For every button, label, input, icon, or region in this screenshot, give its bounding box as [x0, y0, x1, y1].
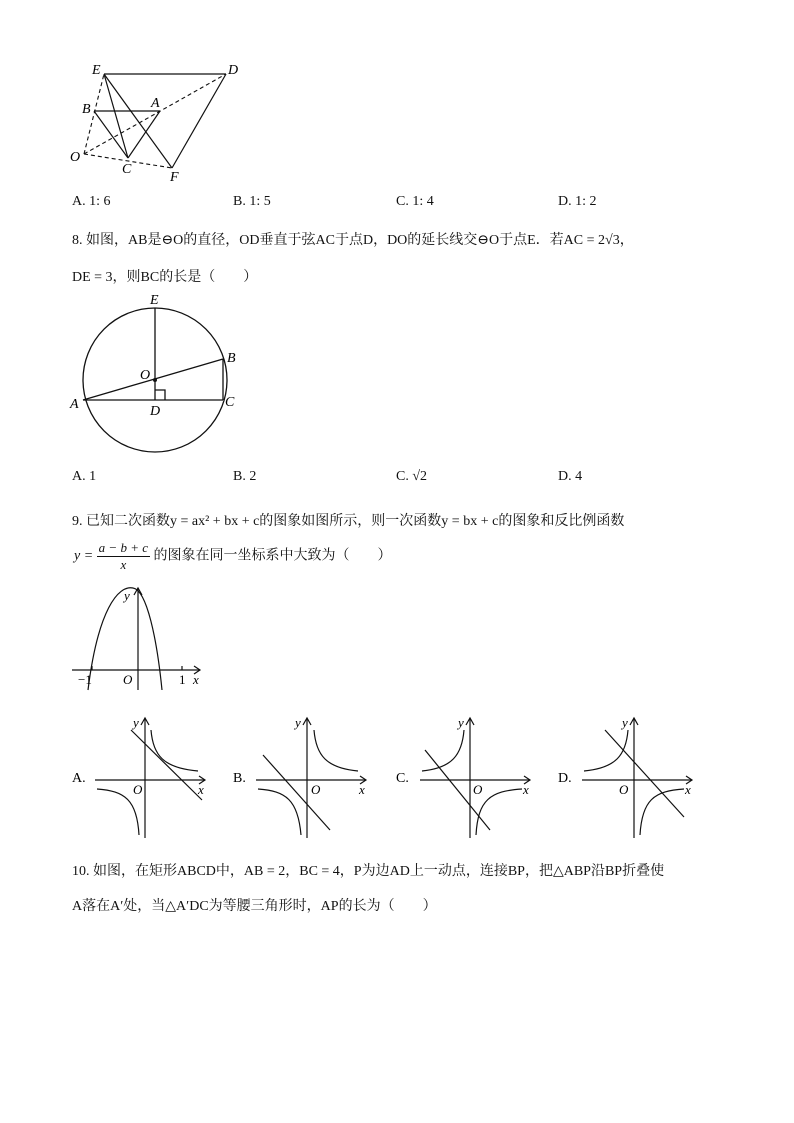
- q8-text-line1: 8. 如图，AB是⊖O的直径，OD垂直于弦AC于点D，DO的延长线交⊖O于点E．若AC = 2√3，: [72, 233, 634, 248]
- fig7-label-F: F: [170, 170, 179, 185]
- q9a-origin: O: [133, 782, 143, 797]
- q9b-y-label: y: [295, 715, 301, 730]
- fig9-tick-pos1: 1: [179, 672, 186, 687]
- q8-option-d: D. 4: [558, 469, 583, 484]
- q9-option-a-graph: [95, 718, 205, 838]
- q7-option-c: C. 1: 4: [396, 194, 434, 209]
- q9d-y-label: y: [622, 715, 628, 730]
- fig7-label-D: D: [228, 63, 239, 78]
- q8-option-b: B. 2: [233, 469, 257, 484]
- q10-text-line2: A落在A′处，当△A′DC为等腰三角形时，AP的长为（ ）: [72, 899, 437, 914]
- q7-option-b: B. 1: 5: [233, 194, 271, 209]
- fig7-label-B: B: [82, 102, 91, 117]
- q9-option-b-graph: [256, 718, 366, 838]
- fig8-label-D: D: [150, 404, 161, 419]
- q9-fraction-denominator: x: [120, 557, 127, 572]
- fig9-y-label: y: [124, 588, 130, 603]
- fig9-x-label: x: [193, 672, 199, 687]
- fig8-label-O: O: [140, 368, 151, 383]
- q7-option-d: D. 1: 2: [558, 194, 597, 209]
- q9a-y-label: y: [133, 715, 139, 730]
- fig7-label-O: O: [70, 150, 81, 165]
- q9d-x-label: x: [685, 782, 691, 797]
- q9-option-d-graph: [582, 718, 692, 838]
- q9b-letter: B.: [233, 771, 246, 786]
- q9b-x-label: x: [359, 782, 365, 797]
- q9-text-line2-tail: 的图象在同一坐标系中大致为（ ）: [153, 548, 392, 564]
- q8-option-c: C. √2: [396, 469, 428, 484]
- q9c-y-label: y: [458, 715, 464, 730]
- q10-text-line1: 10. 如图，在矩形ABCD中，AB = 2，BC = 4，P为边AD上一动点，连接BP，把△ABP沿BP折叠使: [72, 864, 665, 879]
- q9-text-line1: 9. 已知二次函数y = ax² + bx + c的图象如图所示，则一次函数y = bx + c的图象和反比例函数: [72, 514, 625, 529]
- fig7-label-A: A: [151, 96, 160, 111]
- q9-option-c-graph: [420, 718, 530, 838]
- fig8-label-A: A: [70, 397, 79, 412]
- q7-option-a: A. 1: 6: [72, 194, 111, 209]
- fig8-label-E: E: [150, 293, 159, 308]
- q9c-letter: C.: [396, 771, 409, 786]
- q9c-origin: O: [473, 782, 483, 797]
- fig8-label-B: B: [227, 351, 236, 366]
- q9-fraction-numerator: a − b + c: [98, 540, 148, 555]
- fig9-tick-neg1: −1: [78, 672, 92, 687]
- q9c-x-label: x: [523, 782, 529, 797]
- q9-fraction-lhs: y =: [74, 548, 94, 564]
- fig8-label-C: C: [225, 395, 235, 410]
- fig7-label-E: E: [92, 63, 101, 78]
- q9d-origin: O: [619, 782, 629, 797]
- fig9-origin-label: O: [123, 672, 133, 687]
- q8-text-line2: DE = 3，则BC的长是（ ）: [72, 270, 258, 285]
- q9a-letter: A.: [72, 771, 86, 786]
- q9a-x-label: x: [198, 782, 204, 797]
- q8-option-a: A. 1: [72, 469, 97, 484]
- q9b-origin: O: [311, 782, 321, 797]
- fig7-label-C: C: [122, 162, 132, 177]
- q9d-letter: D.: [558, 771, 572, 786]
